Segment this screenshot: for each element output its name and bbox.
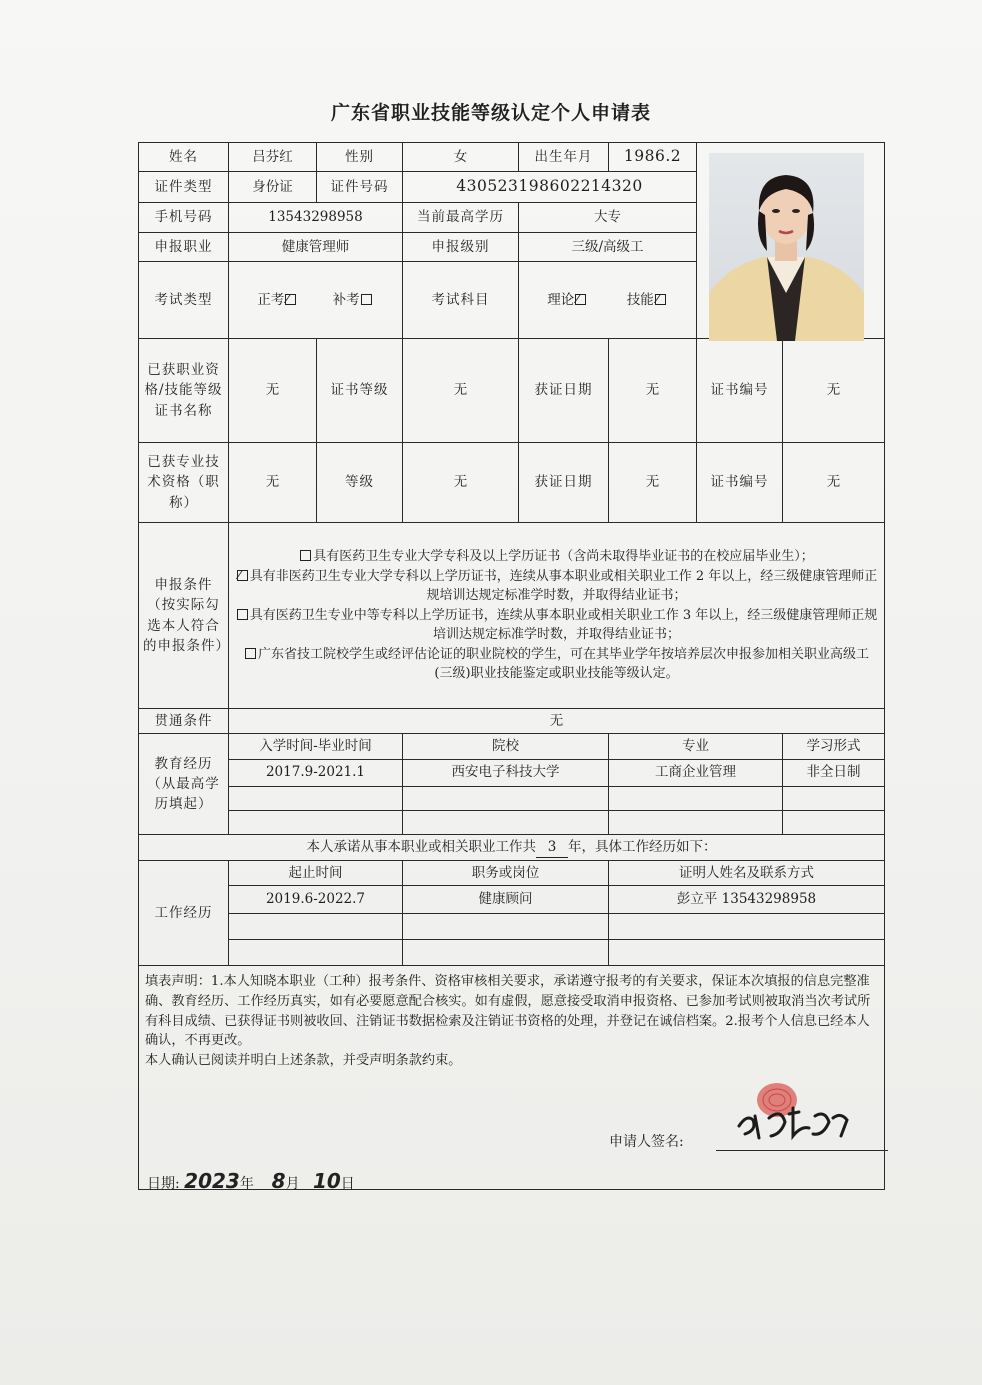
name-value: 吕芬红 xyxy=(229,143,317,172)
work-promise xyxy=(139,834,885,860)
edu-empty-cell xyxy=(229,810,403,834)
photo-cell xyxy=(697,143,885,339)
work-empty-cell xyxy=(609,940,885,966)
cert-date-value: 无 xyxy=(609,339,697,443)
work-history-label: 工作经历 xyxy=(139,860,229,965)
exam-makeup-label: 补考 xyxy=(332,291,360,308)
exam-makeup-checkbox[interactable] xyxy=(361,294,372,305)
id-no-label: 证件号码 xyxy=(317,172,403,203)
edu-empty-cell xyxy=(403,786,609,810)
edu-header-period: 入学时间-毕业时间 xyxy=(229,734,403,759)
date-month: 8 xyxy=(271,1169,286,1193)
exam-subject-label: 考试科目 xyxy=(403,262,519,339)
edu-history-label: 教育经历（从最高学历填起） xyxy=(139,734,229,834)
edu-header-school: 院校 xyxy=(403,734,609,759)
phone-value: 13543298958 xyxy=(229,203,403,233)
work-header-reference: 证明人姓名及联系方式 xyxy=(609,860,885,885)
condition-2-text: 具有非医药卫生专业大学专科以上学历证书，连续从事本职业或相关职业工作 2 年以上，经三级健康管理师正规培训达规定标准学时数，并取得结业证书； xyxy=(249,568,878,604)
work-empty-cell xyxy=(229,914,403,940)
edu-empty-cell xyxy=(403,810,609,834)
edu-empty-cell xyxy=(609,786,783,810)
date-row xyxy=(147,1166,355,1196)
day-unit: 日 xyxy=(340,1176,355,1192)
date-day: 10 xyxy=(312,1169,341,1193)
condition-1-text: 具有医药卫生专业大学专科及以上学历证书（含尚未取得毕业证书的在校应届毕业生）； xyxy=(313,549,814,565)
work-promise-suffix: 年，具体工作经历如下： xyxy=(568,838,717,855)
id-no-value: 430523198602214320 xyxy=(403,172,697,203)
condition-item xyxy=(235,606,878,645)
signature-label: 申请人签名: xyxy=(609,1134,684,1150)
cert-no-value: 无 xyxy=(783,339,885,443)
subject-skill-checkbox[interactable] xyxy=(655,294,666,305)
fingerprint-signature xyxy=(729,1078,879,1158)
occupation-value: 健康管理师 xyxy=(229,233,403,262)
date-label: 日期: xyxy=(147,1176,180,1192)
education-label: 当前最高学历 xyxy=(403,203,519,233)
subject-theory-checkbox[interactable] xyxy=(575,294,586,305)
signature-line[interactable] xyxy=(716,1150,888,1151)
work-row-period: 2019.6-2022.7 xyxy=(229,886,403,914)
prev-cert-label: 已获职业资格/技能等级证书名称 xyxy=(139,339,229,443)
prev-cert-value: 无 xyxy=(229,339,317,443)
gender-value: 女 xyxy=(403,143,519,172)
id-type-label: 证件类型 xyxy=(139,172,229,203)
edu-row-period: 2017.9-2021.1 xyxy=(229,759,403,786)
work-empty-cell xyxy=(609,914,885,940)
application-table xyxy=(138,142,885,1193)
condition-item xyxy=(235,547,878,567)
prof-date-value: 无 xyxy=(609,443,697,523)
edu-empty-cell xyxy=(609,810,783,834)
edu-header-major: 专业 xyxy=(609,734,783,759)
prof-level-label: 等级 xyxy=(317,443,403,523)
prof-no-label: 证书编号 xyxy=(697,443,783,523)
declaration-block xyxy=(139,966,885,1193)
year-unit: 年 xyxy=(239,1176,254,1192)
conditions-label: 申报条件（按实际勾选本人符合的申报条件） xyxy=(139,523,229,709)
work-empty-cell xyxy=(229,940,403,966)
prof-date-label: 获证日期 xyxy=(519,443,609,523)
condition-2-checkbox[interactable] xyxy=(237,570,248,581)
level-label: 申报级别 xyxy=(403,233,519,262)
work-years: 3 xyxy=(536,837,568,858)
edu-row-major: 工商企业管理 xyxy=(609,759,783,786)
condition-item xyxy=(235,645,878,684)
birth-label: 出生年月 xyxy=(519,143,609,172)
condition-1-checkbox[interactable] xyxy=(300,550,311,561)
work-header-position: 职务或岗位 xyxy=(403,860,609,885)
work-empty-cell xyxy=(403,940,609,966)
conditions-list xyxy=(229,523,885,709)
work-empty-cell xyxy=(403,914,609,940)
phone-label: 手机号码 xyxy=(139,203,229,233)
date-year: 2023 xyxy=(184,1169,240,1193)
education-value: 大专 xyxy=(519,203,697,233)
name-label: 姓名 xyxy=(139,143,229,172)
condition-4-text: 广东省技工院校学生或经评估论证的职业院校的学生，可在其毕业学年按培养层次申报参加相关职业高级工(三级)职业技能鉴定或职业技能等级认定。 xyxy=(257,646,869,682)
through-value: 无 xyxy=(229,709,885,734)
condition-3-text: 具有医药卫生专业中等专科以上学历证书，连续从事本职业或相关职业工作 3 年以上，经三级健康管理师正规培训达规定标准学时数，并取得结业证书； xyxy=(249,607,878,643)
cert-level-value: 无 xyxy=(403,339,519,443)
through-label: 贯通条件 xyxy=(139,709,229,734)
prof-title-label: 已获专业技术资格（职称） xyxy=(139,443,229,523)
declaration-confirm: 本人确认已阅读并明白上述条款，并受声明条款约束。 xyxy=(145,1053,462,1069)
form-title: 广东省职业技能等级认定个人申请表 xyxy=(330,102,651,124)
exam-type-label: 考试类型 xyxy=(139,262,229,339)
work-promise-prefix: 本人承诺从事本职业或相关职业工作共 xyxy=(306,838,536,855)
occupation-label: 申报职业 xyxy=(139,233,229,262)
edu-empty-cell xyxy=(783,810,885,834)
condition-3-checkbox[interactable] xyxy=(237,609,248,620)
cert-date-label: 获证日期 xyxy=(519,339,609,443)
month-unit: 月 xyxy=(285,1176,300,1192)
condition-4-checkbox[interactable] xyxy=(245,648,256,659)
edu-row-school: 西安电子科技大学 xyxy=(403,759,609,786)
exam-subject-options xyxy=(519,262,697,339)
level-value: 三级/高级工 xyxy=(519,233,697,262)
edu-row-mode: 非全日制 xyxy=(783,759,885,786)
edu-empty-cell xyxy=(229,786,403,810)
work-header-period: 起止时间 xyxy=(229,860,403,885)
exam-type-options xyxy=(229,262,403,339)
exam-regular-checkbox[interactable] xyxy=(285,294,296,305)
work-row-reference: 彭立平 13543298958 xyxy=(609,886,885,914)
cert-no-label: 证书编号 xyxy=(697,339,783,443)
id-type-value: 身份证 xyxy=(229,172,317,203)
declaration-text: 填表声明：1.本人知晓本职业（工种）报考条件、资格审核相关要求，承诺遵守报考的有关要求，保证本次填报的信息完整准确、教育经历、工作经历真实，如有必要愿意配合核实。如有虚假，愿意接受取消申报资格、已参加考试则被取消当次考试所有科目成绩、已获得证书则被收回、注销证书数据检索及注销证书资格的处理，并登记在诚信档案。2.报考个人信息已经本人确认，不再更改。 xyxy=(145,974,871,1049)
edu-header-mode: 学习形式 xyxy=(783,734,885,759)
subject-skill-label: 技能 xyxy=(626,291,654,308)
exam-regular-label: 正考 xyxy=(257,291,285,308)
cert-level-label: 证书等级 xyxy=(317,339,403,443)
birth-value: 1986.2 xyxy=(609,143,697,172)
subject-theory-label: 理论 xyxy=(547,291,575,308)
prof-level-value: 无 xyxy=(403,443,519,523)
edu-empty-cell xyxy=(783,786,885,810)
gender-label: 性别 xyxy=(317,143,403,172)
prof-no-value: 无 xyxy=(783,443,885,523)
prof-title-value: 无 xyxy=(229,443,317,523)
applicant-photo xyxy=(709,153,864,341)
condition-item xyxy=(235,567,878,606)
work-row-position: 健康顾问 xyxy=(403,886,609,914)
